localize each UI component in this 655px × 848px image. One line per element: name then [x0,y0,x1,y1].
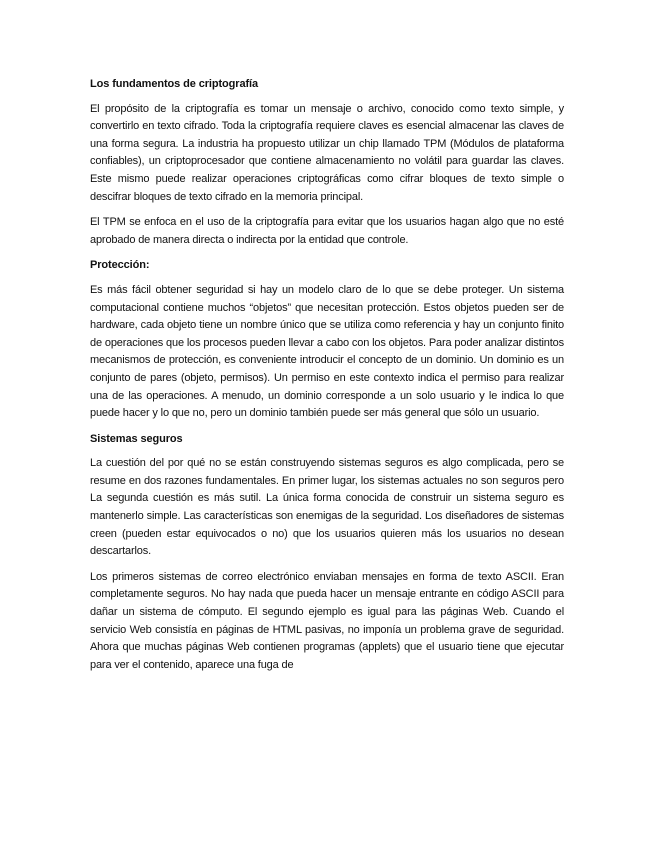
paragraph: El propósito de la criptografía es tomar un mensaje o archivo, conocido como texto simple, y convertirlo en texto cifrado. Toda la criptografía requiere claves es esencial almacenar las claves de una forma segura. La industria ha propuesto utilizar un chip llamado TPM (Módulos de plataforma confiables), un criptoprocesador que contiene almacenamiento no volátil para guardar las claves. Este mismo puede realizar operaciones criptográficas como cifrar bloques de texto simple o descifrar bloques de texto cifrado en la memoria principal. [90,102,564,203]
section-heading-criptografia: Los fundamentos de criptografía [90,78,259,90]
paragraph: Los primeros sistemas de correo electrónico enviaban mensajes en forma de texto ASCII. Eran completamente seguros. No hay nada que pueda hacer un mensaje entrante en código ASCII para dañar un sistema de cómputo. El segundo ejemplo es igual para las páginas Web. Cuando el servicio Web consistía en páginas de HTML pasivas, no imponía un problema grave de seguridad. Ahora que muchas páginas Web contienen programas (applets) que el usuario tiene que ejecutar para ver el contenido, aparece una fuga de [90,570,564,671]
paragraph: La cuestión del por qué no se están construyendo sistemas seguros es algo complicada, pero se resume en dos razones fundamentales. En primer lugar, los sistemas actuales no son seguros pero La segunda cuestión es más sutil. La única forma conocida de construir un sistema seguro es mantenerlo simple. Las características son enemigas de la seguridad. Los diseñadores de sistemas creen (pueden estar equivocados o no) que los usuarios quieren más los usuarios no desean descartarlos. [90,457,564,558]
document-body [90,76,564,682]
paragraph: Es más fácil obtener seguridad si hay un modelo claro de lo que se debe proteger. Un sistema computacional contiene muchos “objetos” que necesitan protección. Estos objetos pueden ser de hardware, cada objeto tiene un nombre único que se utiliza como referencia y hay un conjunto finito de operaciones que los procesos pueden llevar a cabo con los objetos. Para poder analizar distintos mecanismos de protección, es conveniente introducir el concepto de un dominio. Un dominio es un conjunto de pares (objeto, permisos). Un permiso en este contexto indica el permiso para realizar una de las operaciones. A menudo, un dominio corresponde a un solo usuario y le indica lo que puede hacer y lo que no, pero un dominio también puede ser más general que sólo un usuario. [90,283,564,420]
paragraph: El TPM se enfoca en el uso de la criptografía para evitar que los usuarios hagan algo que no esté aprobado de manera directa o indirecta por la entidad que controle. [90,216,564,246]
section-heading-sistemas-seguros: Sistemas seguros [90,432,183,445]
section-heading-proteccion: Protección: [90,259,150,272]
